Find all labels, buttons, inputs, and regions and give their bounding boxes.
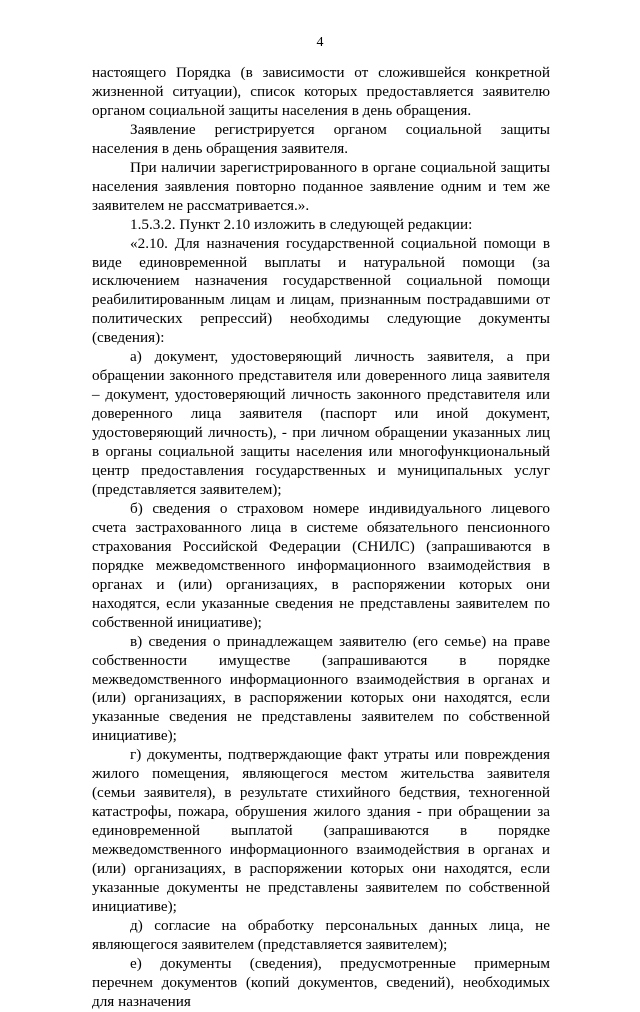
list-item-d: д) согласие на обработку персональных данных лица, не являющегося заявителем (представляется заявителем); (92, 916, 550, 953)
paragraph-clause-2-10: «2.10. Для назначения государственной социальной помощи в виде единовременной выплаты и натуральной помощи (за исключением назначения государственной социальной помощи реабилитированным лицам и лицам, признанным пострадавшими от политических репрессий) необходимы следующие документы (сведения): (92, 234, 550, 347)
document-body (92, 64, 550, 1012)
list-item-b: б) сведения о страховом номере индивидуального лицевого счета застрахованного лица в системе обязательного пенсионного страхования Российской Федерации (СНИЛС) (запрашиваются в порядке межведомственного информационного взаимодействия в органах и (или) организациях, в распоряжении которых они находятся, если указанные сведения не представлены заявителем по собственной инициативе); (92, 499, 550, 631)
list-item-v: в) сведения о принадлежащем заявителю (его семье) на праве собственности имуществе (запрашиваются в порядке межведомственного информационного взаимодействия в органах и (или) организациях, в распоряжении которых они находятся, если указанные сведения не представлены заявителем по собственной инициативе); (92, 632, 550, 745)
page-number: 4 (316, 35, 324, 50)
paragraph-amendment-heading: 1.5.3.2. Пункт 2.10 изложить в следующей редакции: (130, 215, 473, 233)
list-item-e: е) документы (сведения), предусмотренные примерным перечнем документов (копий документов, сведений), необходимых для назначения (92, 954, 550, 1010)
list-item-a: а) документ, удостоверяющий личность заявителя, а при обращении законного представителя или доверенного лица заявителя – документ, удостоверяющий личность законного представителя или доверенного лица заявителя (паспорт или иной документ, удостоверяющий личность), - при личном обращении указанных лиц в органы социальной защиты населения или многофункциональный центр предоставления государственных и муниципальных услуг (представляется заявителем); (92, 348, 550, 498)
paragraph-registration: Заявление регистрируется органом социальной защиты населения в день обращения заявителя. (92, 120, 550, 157)
list-item-g: г) документы, подтверждающие факт утраты или повреждения жилого помещения, являющегося местом жительства заявителя (семьи заявителя), в результате стихийного бедствия, техногенной катастрофы, пожара, обрушения жилого здания - при обращении за единовременной выплатой (запрашиваются в порядке межведомственного информационного взаимодействия в органах и (или) организациях, в распоряжении которых они находятся, если указанные документы не представлены заявителем по собственной инициативе); (92, 746, 550, 915)
paragraph-continuation: настоящего Порядка (в зависимости от сложившейся конкретной жизненной ситуации), список которых предоставляется заявителю органом социальной защиты населения в день обращения. (92, 64, 550, 119)
paragraph-repeat-application: При наличии зарегистрированного в органе социальной защиты населения заявления повторно поданное заявление одним и тем же заявителем не рассматривается.». (92, 158, 550, 214)
